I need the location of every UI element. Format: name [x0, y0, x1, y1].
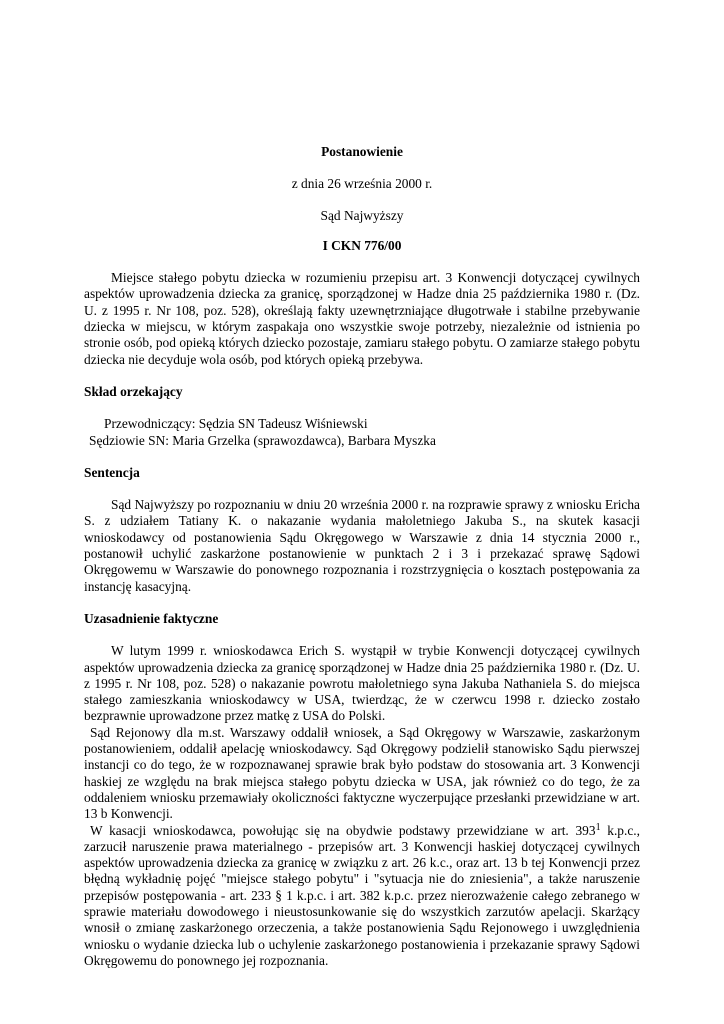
article-superscript: 1: [595, 821, 601, 833]
reasons-paragraph-2: Sąd Rejonowy dla m.st. Warszawy oddalił wniosek, a Sąd Okręgowy w Warszawie, zaskarżonym postanowieniem, oddalił apelację wnioskodawcy. Sąd Okręgowy podzielił stanowisko Sądu pierwszej instancji co do tego, że w rozpoznawanej sprawie brak było podstaw do stosowania art. 3 Konwencji haskiej ze względu na brak miejsca stałego pobytu dziecka w USA, jak również co do tego, że za oddaleniem wniosku przemawiały okoliczności faktyczne wyczerpujące przesłanki przewidziane w art. 13 b Konwencji.: [84, 724, 640, 822]
reasons-heading: Uzasadnienie faktyczne: [84, 610, 219, 626]
court-name: Sąd Najwyższy: [320, 207, 404, 223]
sentence-paragraph: Sąd Najwyższy po rozpoznaniu w dniu 20 września 2000 r. na rozprawie sprawy z wniosku Ericha S. z udziałem Tatiany K. o nakazanie wydania małoletniego Jakuba S., na skutek kasacji wnioskodawcy od postanowienia Sądu Okręgowego w Warszawie z dnia 14 stycznia 2000 r., postanowił uchylić zaskarżone postanowienie w punktach 2 i 3 i przekazać sprawę Sądowi Okręgowemu w Warszawie do ponownego rozpoznania i rozstrzygnięcia o kosztach postępowania za instancję kasacyjną.: [84, 497, 640, 594]
reasons-paragraph-1: W lutym 1999 r. wnioskodawca Erich S. wystąpił w trybie Konwencji dotyczącej cywilnych aspektów uprowadzenia dziecka za granicę sporządzonej w Hadze dnia 25 października 1980 r. (Dz. U. z 1995 r. Nr 108, poz. 528) o nakazanie powrotu małoletniego syna Jakuba Nathaniela S. do miejsca stałego zamieszkania wnioskodawcy w USA, twierdząc, że w czerwcu 1998 r. dziecko zostało bezprawnie uprowadzone przez matkę z USA do Polski.: [84, 643, 640, 724]
document-body: [84, 144, 640, 969]
bench-heading: Skład orzekający: [84, 383, 183, 399]
judges-list: Sędziowie SN: Maria Grzelka (sprawozdawca), Barbara Myszka: [89, 432, 436, 448]
case-signature: I CKN 776/00: [322, 237, 402, 253]
sentence-heading: Sentencja: [84, 464, 140, 480]
bench-section: [84, 416, 640, 449]
presiding-judge: Przewodniczący: Sędzia SN Tadeusz Wiśniewski: [104, 416, 368, 432]
reasons-paragraph-3-start: W kasacji wnioskodawca, powołując się na obydwie podstawy przewidziane w art. 393: [90, 822, 596, 838]
document-title: Postanowienie: [321, 144, 403, 159]
thesis-paragraph: Miejsce stałego pobytu dziecka w rozumieniu przepisu art. 3 Konwencji dotyczącej cywilnych aspektów uprowadzenia dziecka za granicę, sporządzonej w Hadze dnia 25 października 1980 r. (Dz. U. z 1995 r. Nr 108, poz. 528), określają fakty uzewnętrzniające długotrwałe i stabilne przebywanie dziecka w miejscu, w którym zaspakaja ono wszystkie swoje potrzeby, niezależnie od istnienia po stronie osób, pod opieką których dziecko pozostaje, zamiaru stałego pobytu. O zamiarze stałego pobytu dziecka nie decyduje wola osób, pod których opieką przebywa.: [84, 270, 640, 367]
reasons-paragraph-3: [84, 823, 640, 970]
reasons-paragraph-3-end: k.p.c., zarzucił naruszenie prawa materialnego - przepisów art. 3 Konwencji haskiej dotyczącej cywilnych aspektów uprowadzenia dziecka za granicę w związku z art. 26 k.c., oraz art. 13 b tej Konwencji przez błędną wykładnię pojęć "miejsce stałego pobytu" i "sytuacja nie do zniesienia", a także naruszenie przepisów postępowania - art. 233 § 1 k.p.c. i art. 382 k.p.c. przez nierozważenie całego zebranego w sprawie materiału dowodowego i nieustosunkowanie się do wszystkich zarzutów apelacji. Skarżący wnosił o zmianę zaskarżonego orzeczenia, a także postanowienia Sądu Rejonowego i uwzględnienia wniosku o wydanie dziecka lub o uchylenie zaskarżonego postanowienia i przekazanie sprawy Sądowi Okręgowemu do ponownego jej rozpoznania.: [84, 822, 640, 968]
document-date: z dnia 26 września 2000 r.: [291, 176, 433, 192]
